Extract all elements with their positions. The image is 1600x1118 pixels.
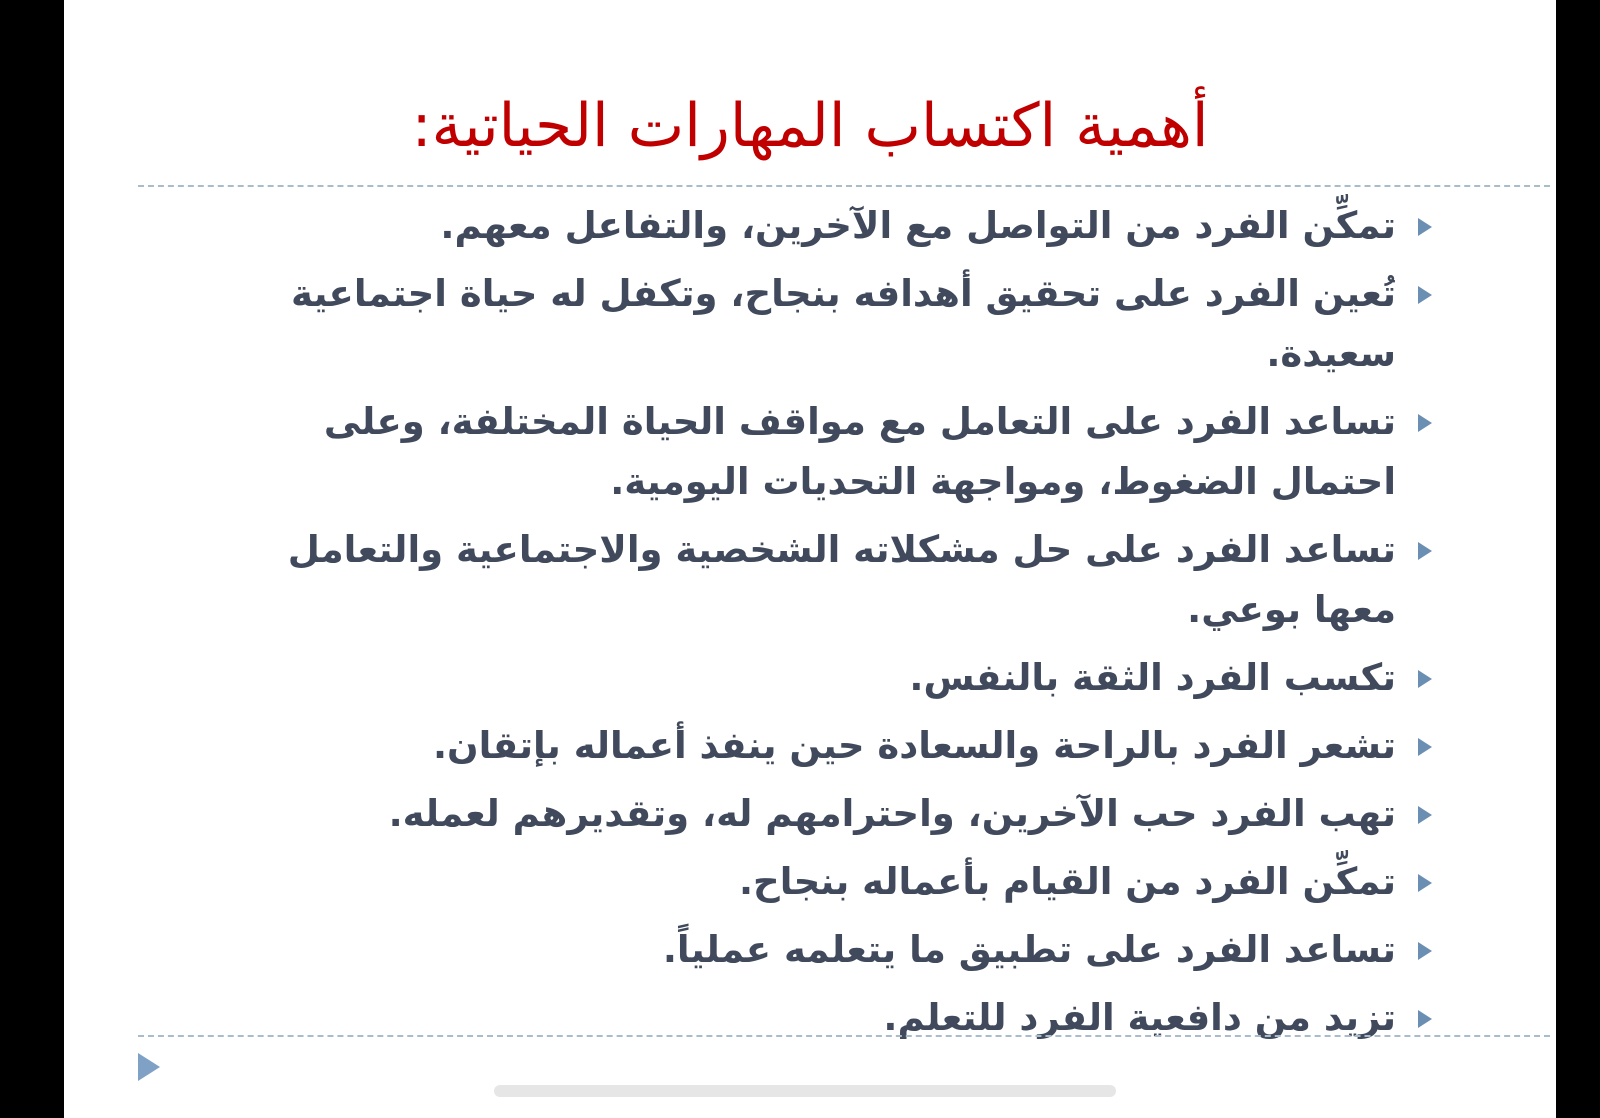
bullet-text: تُعين الفرد على تحقيق أهدافه بنجاح، وتكفل له حياة اجتماعية سعيدة. (291, 272, 1396, 375)
bullet-item (238, 716, 1398, 776)
bullet-text: تشعر الفرد بالراحة والسعادة حين ينفذ أعماله بإتقان. (432, 724, 1396, 767)
triangle-right-icon (1418, 542, 1432, 560)
bullet-item (238, 648, 1398, 708)
bullet-text: تمكِّن الفرد من القيام بأعماله بنجاح. (738, 860, 1396, 903)
play-arrow-icon[interactable] (138, 1053, 160, 1081)
bullet-item (238, 784, 1398, 844)
horizontal-scrollbar[interactable] (494, 1085, 1116, 1097)
bullet-item (238, 852, 1398, 912)
slide-title: أهمية اكتساب المهارات الحياتية: (411, 91, 1209, 161)
bullet-item (238, 264, 1398, 384)
triangle-right-icon (1418, 874, 1432, 892)
triangle-right-icon (1418, 670, 1432, 688)
triangle-right-icon (1418, 414, 1432, 432)
bullet-text: تزيد من دافعية الفرد للتعلم. (883, 996, 1396, 1039)
bullet-text: تهب الفرد حب الآخرين، واحترامهم له، وتقديرهم لعمله. (388, 792, 1396, 835)
triangle-right-icon (1418, 1010, 1432, 1028)
bullet-text: تساعد الفرد على حل مشكلاته الشخصية والاجتماعية والتعامل معها بوعي. (287, 528, 1396, 631)
slide (64, 0, 1556, 1118)
bullet-text: تمكِّن الفرد من التواصل مع الآخرين، والتفاعل معهم. (440, 204, 1396, 247)
bullet-item (238, 196, 1398, 256)
bullet-list (238, 196, 1398, 1056)
footer-divider (138, 1035, 1550, 1037)
bullet-item (238, 988, 1398, 1048)
bullet-item (238, 392, 1398, 512)
bullet-item (238, 520, 1398, 640)
bullet-text: تكسب الفرد الثقة بالنفس. (909, 656, 1396, 699)
bullet-text: تساعد الفرد على تطبيق ما يتعلمه عملياً. (662, 928, 1396, 971)
bullet-text: تساعد الفرد على التعامل مع مواقف الحياة المختلفة، وعلى احتمال الضغوط، ومواجهة التحديات اليومية. (323, 400, 1396, 503)
triangle-right-icon (1418, 286, 1432, 304)
bullet-item (238, 920, 1398, 980)
triangle-right-icon (1418, 218, 1432, 236)
triangle-right-icon (1418, 806, 1432, 824)
triangle-right-icon (1418, 942, 1432, 960)
title-divider (138, 185, 1550, 187)
triangle-right-icon (1418, 738, 1432, 756)
